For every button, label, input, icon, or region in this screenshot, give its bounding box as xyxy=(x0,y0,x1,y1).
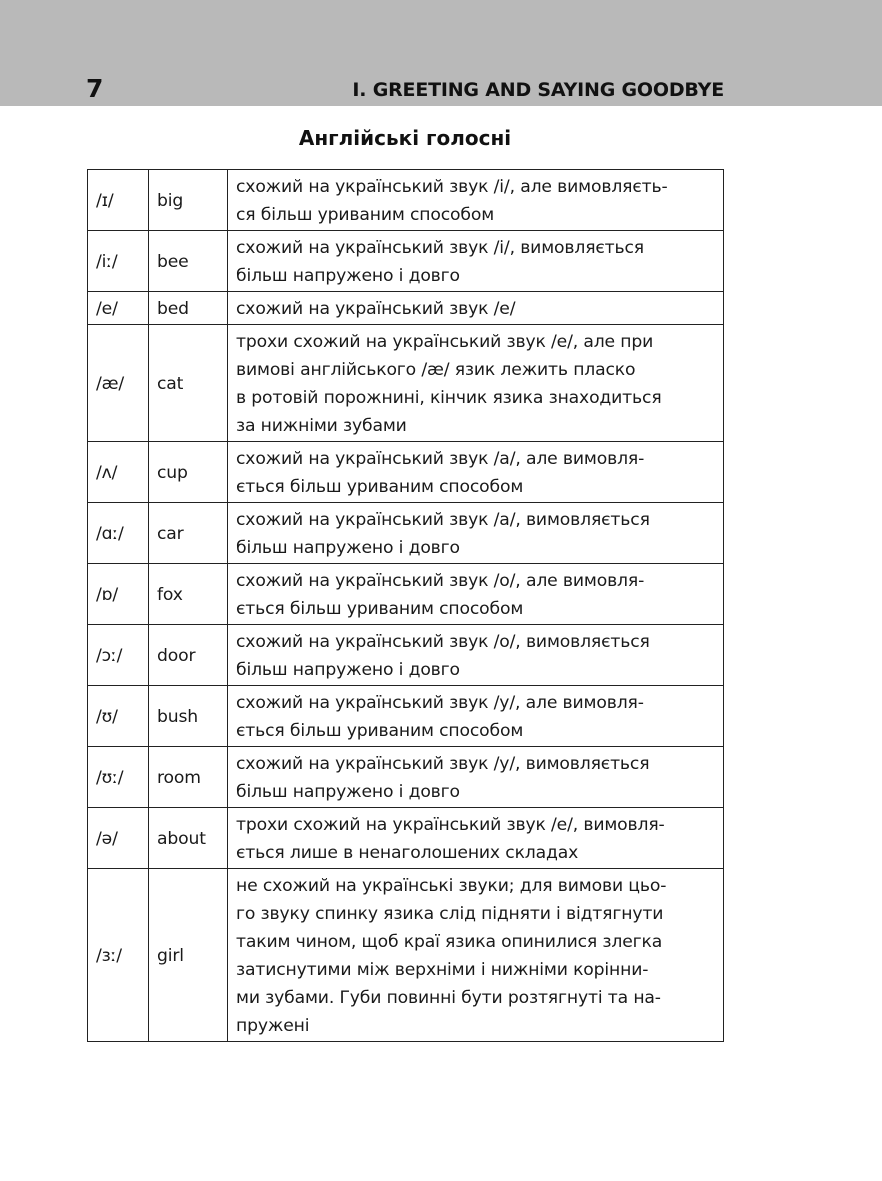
description-line: схожий на український звук /е/ xyxy=(236,299,516,319)
description-line: більш напружено і довго xyxy=(236,660,460,680)
table-row xyxy=(88,231,724,292)
ipa-symbol: /iː/ xyxy=(88,231,149,292)
description-line: ся більш уриваним способом xyxy=(236,205,495,225)
pronunciation-description xyxy=(228,503,724,564)
ipa-symbol: /e/ xyxy=(88,292,149,325)
pronunciation-description xyxy=(228,231,724,292)
page-number: 7 xyxy=(86,74,104,103)
table-row xyxy=(88,292,724,325)
pronunciation-description xyxy=(228,686,724,747)
description-line: схожий на український звук /а/, але вимовля- xyxy=(236,449,645,469)
example-word: cat xyxy=(149,325,228,442)
description-line: схожий на український звук /а/, вимовляється xyxy=(236,510,650,530)
ipa-symbol: /ʊː/ xyxy=(88,747,149,808)
example-word: about xyxy=(149,808,228,869)
example-word: big xyxy=(149,170,228,231)
ipa-symbol: /æ/ xyxy=(88,325,149,442)
example-word: fox xyxy=(149,564,228,625)
description-line: схожий на український звук /і/, але вимовляєть- xyxy=(236,177,668,197)
example-word: car xyxy=(149,503,228,564)
description-line: го звуку спинку язика слід підняти і відтягнути xyxy=(236,904,664,924)
table-row xyxy=(88,808,724,869)
pronunciation-description xyxy=(228,747,724,808)
pronunciation-description xyxy=(228,325,724,442)
table-row xyxy=(88,564,724,625)
ipa-symbol: /ɪ/ xyxy=(88,170,149,231)
vowels-table-body xyxy=(88,170,724,1042)
description-line: трохи схожий на український звук /е/, але при xyxy=(236,332,654,352)
table-row xyxy=(88,503,724,564)
table-row xyxy=(88,747,724,808)
ipa-symbol: /ɒ/ xyxy=(88,564,149,625)
pronunciation-description xyxy=(228,808,724,869)
example-word: girl xyxy=(149,869,228,1042)
ipa-symbol: /ə/ xyxy=(88,808,149,869)
table-row xyxy=(88,869,724,1042)
description-line: схожий на український звук /у/, вимовляється xyxy=(236,754,650,774)
description-line: в ротовій порожнині, кінчик язика знаходиться xyxy=(236,388,662,408)
description-line: ється більш уриваним способом xyxy=(236,599,524,619)
example-word: room xyxy=(149,747,228,808)
description-line: вимові англійського /æ/ язик лежить пласко xyxy=(236,360,636,380)
example-word: bed xyxy=(149,292,228,325)
description-line: більш напружено і довго xyxy=(236,538,460,558)
description-line: таким чином, щоб краї язика опинилися злегка xyxy=(236,932,663,952)
ipa-symbol: /ɔː/ xyxy=(88,625,149,686)
table-row xyxy=(88,686,724,747)
pronunciation-description xyxy=(228,442,724,503)
description-line: затиснутими між верхніми і нижніми корінни- xyxy=(236,960,649,980)
example-word: bush xyxy=(149,686,228,747)
example-word: bee xyxy=(149,231,228,292)
table-row xyxy=(88,442,724,503)
description-line: схожий на український звук /і/, вимовляється xyxy=(236,238,644,258)
example-word: cup xyxy=(149,442,228,503)
pronunciation-description xyxy=(228,292,724,325)
ipa-symbol: /ɑː/ xyxy=(88,503,149,564)
pronunciation-description xyxy=(228,625,724,686)
ipa-symbol: /ʌ/ xyxy=(88,442,149,503)
vowels-table xyxy=(87,169,724,1042)
table-row xyxy=(88,170,724,231)
description-line: пружені xyxy=(236,1016,310,1036)
description-line: більш напружено і довго xyxy=(236,266,460,286)
table-row xyxy=(88,325,724,442)
example-word: door xyxy=(149,625,228,686)
description-line: ється більш уриваним способом xyxy=(236,477,524,497)
pronunciation-description xyxy=(228,564,724,625)
description-line: більш напружено і довго xyxy=(236,782,460,802)
ipa-symbol: /ʊ/ xyxy=(88,686,149,747)
description-line: схожий на український звук /о/, вимовляється xyxy=(236,632,650,652)
description-line: трохи схожий на український звук /е/, вимовля- xyxy=(236,815,665,835)
chapter-title: I. GREETING AND SAYING GOODBYE xyxy=(352,79,724,101)
description-line: ється лише в ненаголошених складах xyxy=(236,843,579,863)
description-line: схожий на український звук /у/, але вимовля- xyxy=(236,693,644,713)
pronunciation-description xyxy=(228,869,724,1042)
description-line: не схожий на українські звуки; для вимови цьо- xyxy=(236,876,667,896)
pronunciation-description xyxy=(228,170,724,231)
section-title: Англійські голосні xyxy=(298,126,512,150)
table-row xyxy=(88,625,724,686)
description-line: ється більш уриваним способом xyxy=(236,721,524,741)
description-line: за нижніми зубами xyxy=(236,416,407,436)
description-line: схожий на український звук /о/, але вимовля- xyxy=(236,571,645,591)
ipa-symbol: /ɜː/ xyxy=(88,869,149,1042)
description-line: ми зубами. Губи повинні бути розтягнуті та на- xyxy=(236,988,661,1008)
